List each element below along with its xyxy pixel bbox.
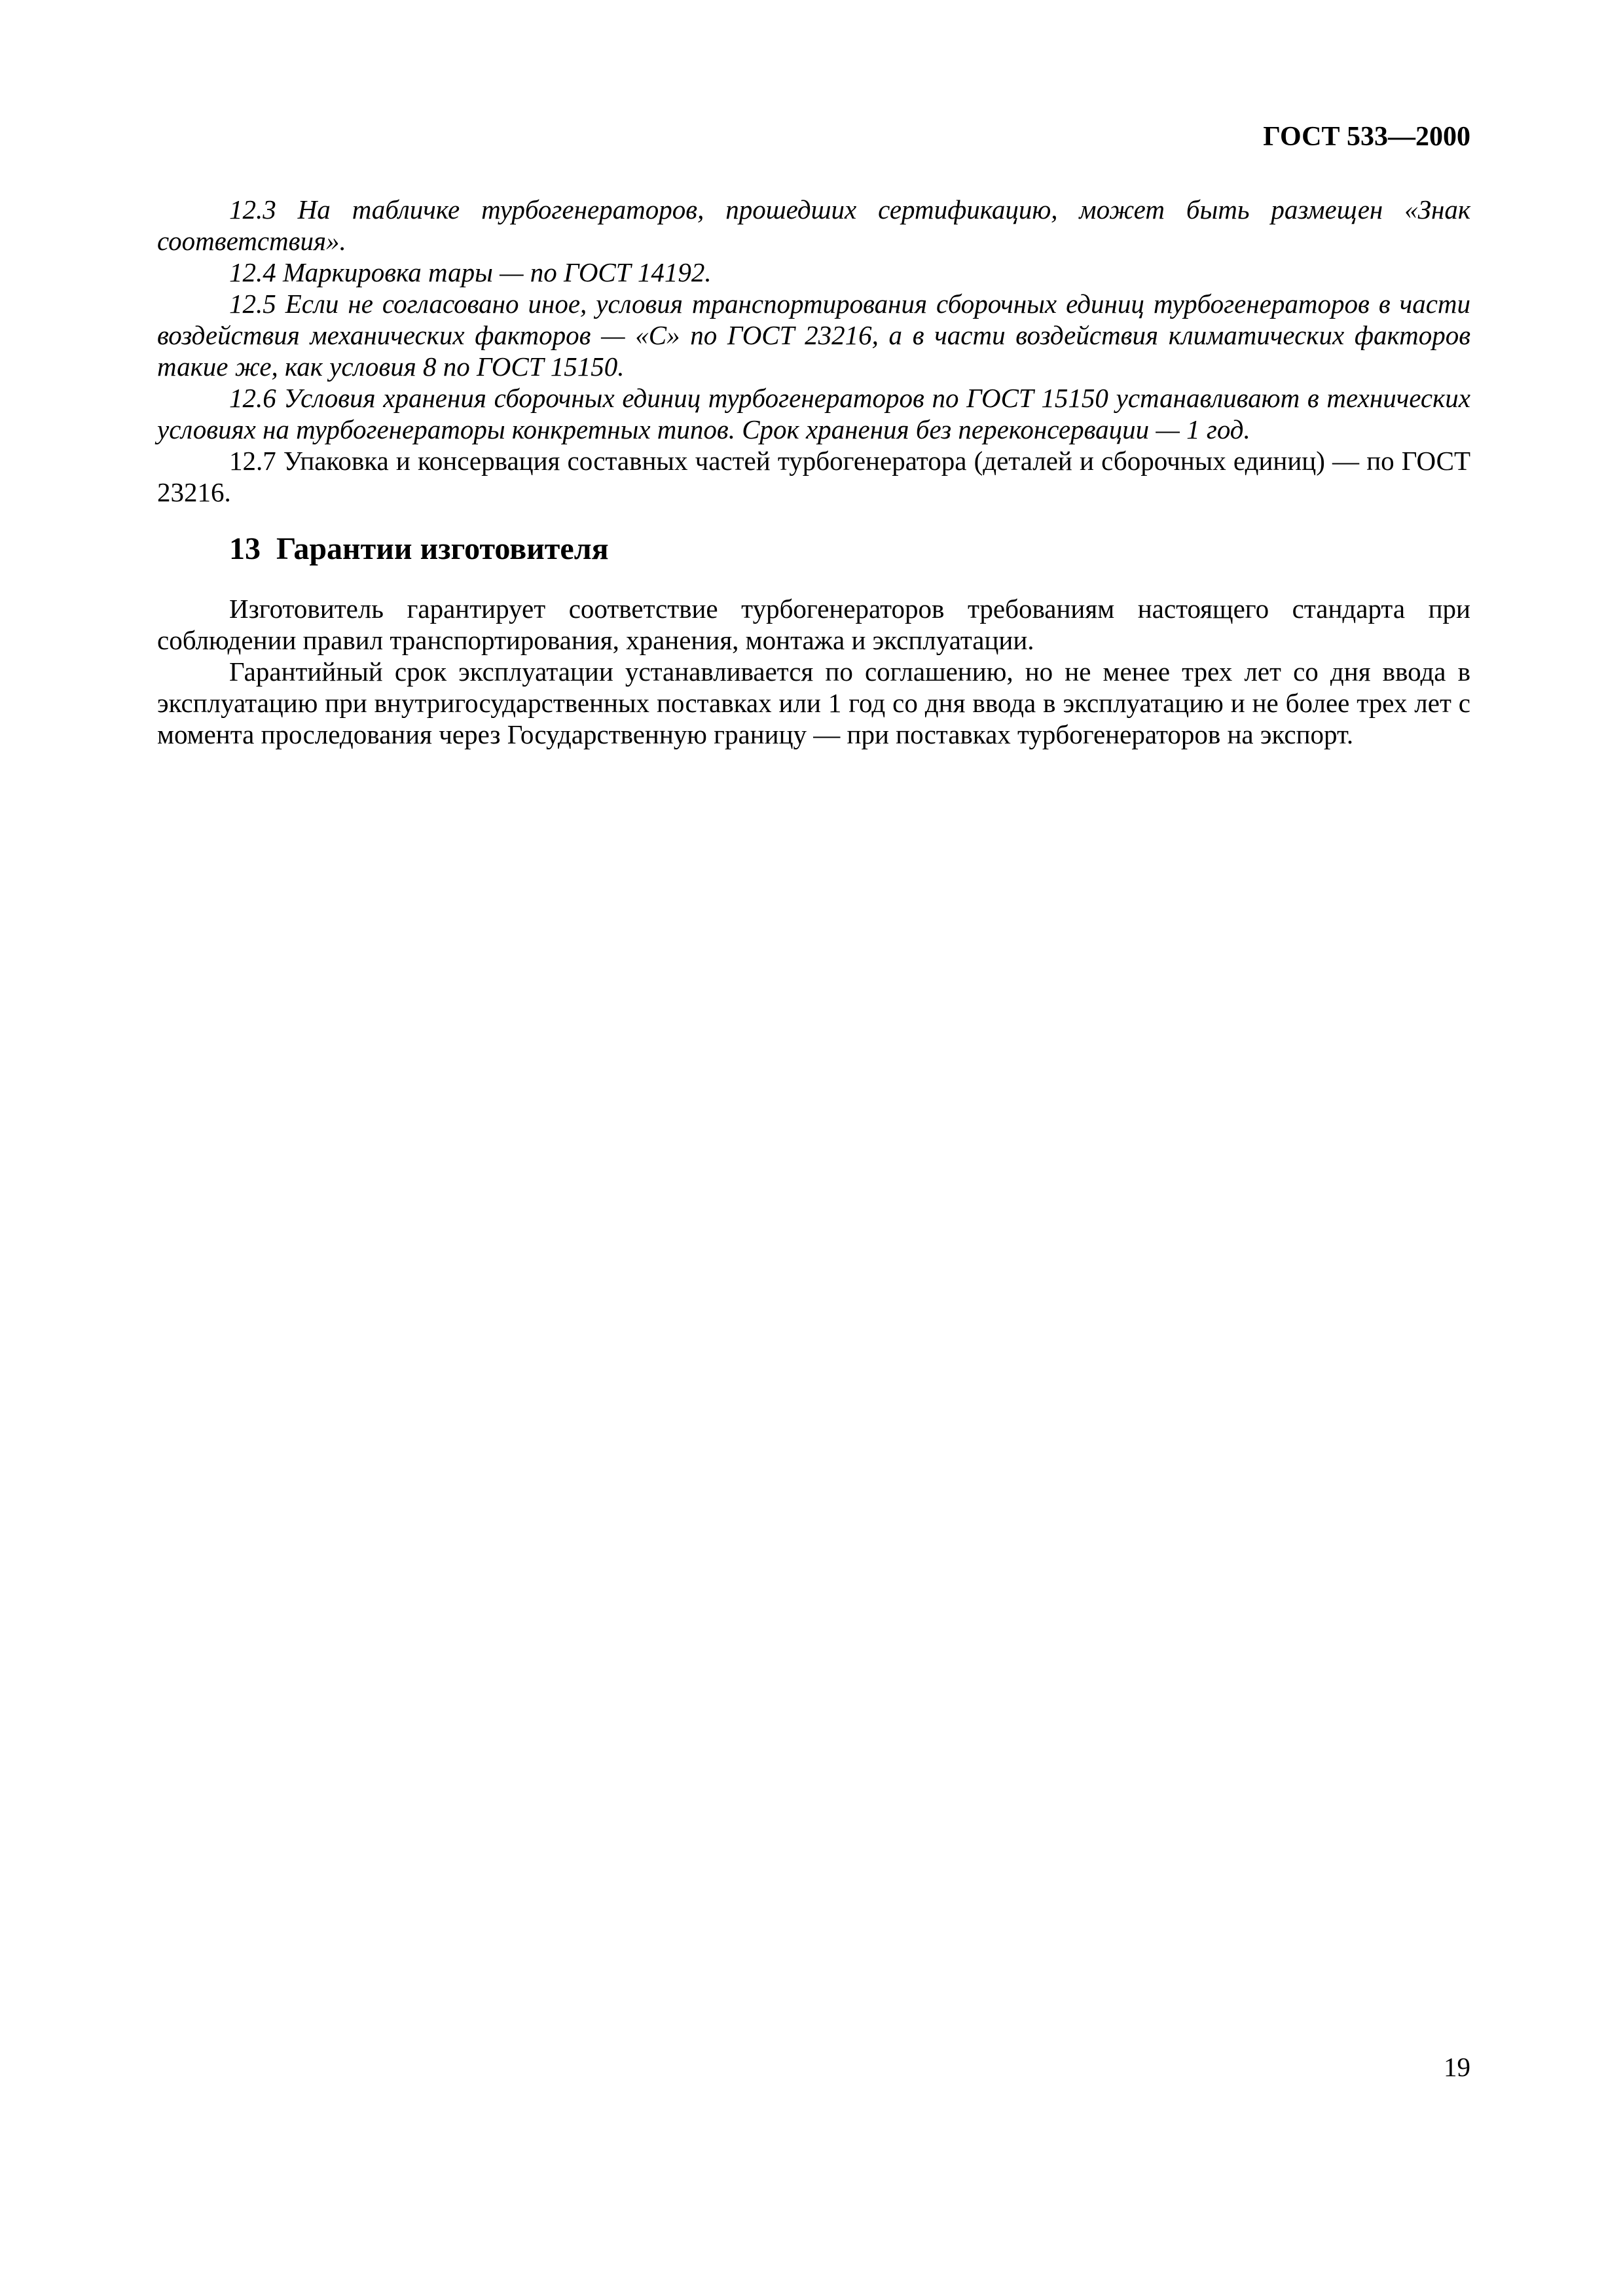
paragraph-12-4: 12.4 Маркировка тары — по ГОСТ 14192.: [229, 257, 712, 287]
paragraph-12-6: 12.6 Условия хранения сборочных единиц турбогенераторов по ГОСТ 15150 устанавливают в технических условиях на турбогенераторы конкретных типов. Срок хранения без переконсервации — 1 год.: [157, 383, 1470, 444]
document-header-id: ГОСТ 533—2000: [1263, 122, 1470, 152]
paragraph-12-7: 12.7 Упаковка и консервация составных частей турбогенератора (деталей и сборочных единиц) — по ГОСТ 23216.: [157, 446, 1470, 507]
paragraph-13-2: Гарантийный срок эксплуатации устанавливается по соглашению, но не менее трех лет со дня ввода в эксплуатацию при внутригосударственных поставках или 1 год со дня ввода в эксплуатацию и не более трех лет с момента проследования через Государственную границу — при поставках турбогенераторов на экспорт.: [157, 656, 1470, 749]
paragraph-12-3: 12.3 На табличке турбогенераторов, прошедших сертификацию, может быть размещен «Знак соответствия».: [157, 194, 1470, 256]
paragraph-12-5: 12.5 Если не согласовано иное, условия транспортирования сборочных единиц турбогенераторов в части воздействия механических факторов — «С» по ГОСТ 23216, а в части воздействия климатических факторов такие же, как условия 8 по ГОСТ 15150.: [157, 289, 1470, 382]
section-13-number: 13: [229, 531, 261, 566]
section-13-title: Гарантии изготовителя: [276, 531, 609, 566]
paragraph-13-1: Изготовитель гарантирует соответствие турбогенераторов требованиям настоящего стандарта при соблюдении правил транспортирования, хранения, монтажа и эксплуатации.: [157, 593, 1470, 655]
page-content: [157, 194, 1470, 750]
section-13-heading: [157, 530, 1470, 568]
page-number: 19: [1444, 2052, 1470, 2082]
